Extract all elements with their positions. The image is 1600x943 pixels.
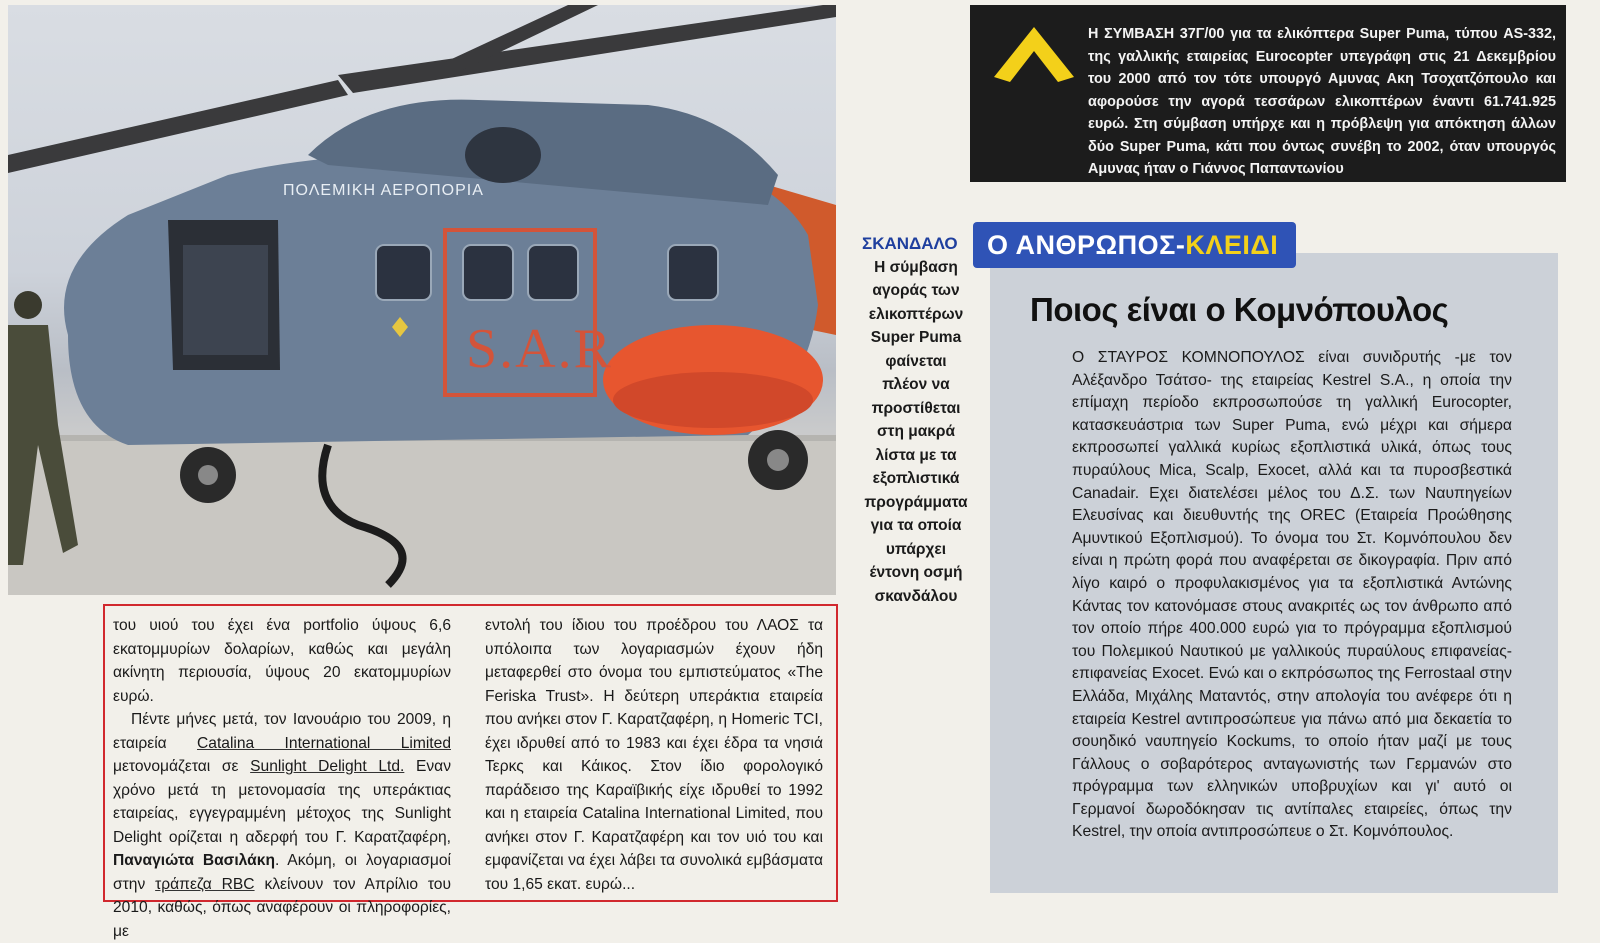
key-person-tag — [973, 222, 1296, 268]
fuselage-text: ΠΟΛΕΜΙΚΗ ΑΕΡΟΠΟΡΙΑ — [283, 182, 484, 199]
article-paragraph — [113, 708, 451, 943]
text-span: Εναν χρόνο μετά τη μετονομασία της υπεράκτιας εταιρείας, εγγεγραμμένη μέτοχος της Sunlight Delight ορίζεται η αδερφή του Γ. Καρατζαφέρη, — [113, 758, 451, 846]
scandal-line: Super Puma — [870, 329, 962, 346]
contract-info-text: Η ΣΥΜΒΑΣΗ 37Γ/00 για τα ελικόπτερα Super Puma, τύπου AS-332, της γαλλικής εταιρείας Eurocopter υπεγράφη στις 21 Δεκεμβρίου του 2000 από τον τότε υπουργό Αμυνας Ακη Τσοχατζόπουλο και αφορούσε την αγορά τεσσάρων ελικοπτέρων έναντι 61.741.925 ευρώ. Στη σύμβαση υπήρχε και η πρόβλεψη για απόκτηση άλλων δύο Super Puma, κάτι που όντως συνέβη το 2002, όταν υπουργός Αμυνας ήταν ο Γιάννος Παπαντωνίου — [1088, 26, 1556, 177]
text-span: Πέντε μήνες μετά, τον Ιανουάριο του 2009, η εταιρεία — [113, 711, 451, 752]
scandal-line: έντονη οσμή — [869, 564, 963, 581]
article-excerpt-box — [103, 604, 838, 940]
tag-text-yellow: ΚΛΕΙΔΙ — [1185, 229, 1279, 260]
sar-door-text: S.A.R — [466, 318, 613, 380]
scandal-line: για τα οποία — [870, 517, 962, 534]
contract-info-box — [970, 5, 1566, 182]
article-paragraph: του υιού του έχει ένα portfolio ύψους 6,6 εκατομμυρίων δολαρίων, καθώς και μεγάλη ακίνητη περιουσία, ύψους 20 εκατομμυρίων ευρώ. — [113, 617, 451, 705]
tag-text-white: Ο ΑΝΘΡΩΠΟΣ- — [987, 229, 1186, 260]
text-span: μετονομάζεται σε — [113, 758, 251, 775]
person-name-bold: Παναγιώτα Βασιλάκη — [113, 852, 275, 869]
scandal-line: Η σύμβαση — [874, 258, 958, 276]
key-person-panel — [990, 253, 1558, 893]
text-span: κλείνουν τον Απρίλιο του 2010, καθώς, όπως αναφέρουν οι πληροφορίες, με — [113, 875, 452, 940]
scandal-line: σκανδάλου — [874, 587, 958, 605]
helicopter-photo — [8, 5, 836, 595]
scandal-line: εξοπλιστικά — [872, 470, 960, 487]
bank-name-underlined: τράπεζα RBC — [155, 875, 255, 893]
key-person-title: Ποιος είναι ο Κομνόπουλος — [1030, 291, 1449, 328]
company-name-underlined: Sunlight Delight Ltd. — [250, 758, 405, 775]
article-paragraph: εντολή του ίδιου του προέδρου του ΛΑΟΣ τα υπόλοιπα των λογαριασμών έχουν ήδη μεταφερθεί στο όνομα του εμπιστεύματος «The Feriska Trust». Η δεύτερη υπεράκτια εταιρεία που ανήκει στον Γ. Καρατζαφέρη, η Homeric TCI, έχει ιδρυθεί από το 1983 και έχει έδρα τα νησιά Τερκς και Κάικος. Στον ίδιο φορολογικό παράδεισο της Καραϊβικής είχε ιδρυθεί το 1992 και η εταιρεία Catalina International Limited, που ανήκει στον Γ. Καρατζαφέρη και τον υιό του και εμφανίζεται να έχει λάβει τα συνολικά εμβάσματα του 1,65 εκατ. ευρώ... — [485, 617, 823, 893]
helicopter-illustration — [8, 5, 836, 595]
scandal-line: προστίθεται — [871, 399, 961, 417]
scandal-line: πλέον να — [882, 376, 950, 393]
chevron-up-icon — [994, 27, 1074, 82]
scandal-line: φαίνεται — [885, 352, 947, 370]
scandal-sidebar — [856, 232, 976, 608]
company-name-underlined: Catalina International Limited — [197, 734, 451, 752]
scandal-line: ελικοπτέρων — [868, 305, 964, 323]
scandal-line: προγράμματα — [864, 493, 968, 511]
scandal-line: λίστα με τα — [875, 446, 957, 464]
scandal-line: στη μακρά — [876, 423, 956, 440]
text-span: . Ακόμη, οι λογαριασμοί στην — [113, 852, 451, 893]
scandal-line: υπάρχει — [885, 540, 947, 558]
article-column-1 — [113, 614, 451, 943]
scandal-heading: ΣΚΑΝΔΑΛΟ — [862, 234, 958, 253]
article-column-2 — [485, 614, 823, 896]
scandal-line: αγοράς των — [872, 282, 960, 299]
key-person-body: Ο ΣΤΑΥΡΟΣ ΚΟΜΝΟΠΟΥΛΟΣ είναι συνιδρυτής -με τον Αλέξανδρο Τσάτσο- της εταιρείας Kestrel S.A., η οποία την επίμαχη περίοδο εκπροσωπούσε τη γαλλική Eurocopter, κατασκευάστρια των Super Puma, ενώ μέχρι και σήμερα εκπροσωπεί γαλλικά κυρίως εξοπλιστικά υλικά, όπως τους πυραύλους Mica, Scalp, Exocet, αλλά και τα πυροσβεστικά Canadair. Εχει διατελέσει μέλος του Δ.Σ. των Ναυπηγείων Ελευσίνας και διευθυντής της OREC (Εταιρεία Προώθησης Αμυντικού Εξοπλισμού). Το όνομα του Στ. Κομνόπουλου δεν είναι η πρώτη φορά που αναφέρεται σε δικογραφία. Πριν από λίγο καιρό ο προφυλακισμένος για τα εξοπλιστικά Αντώνης Κάντας τον κατονόμασε στους ανακριτές ως τον άνθρωπο από τον οποίο πήρε 400.000 ευρώ για το πρόγραμμα εξοπλισμού του Πολεμικού Ναυτικού με γαλλικούς πυραύλους επιφανείας-επιφανείας Exocet. Ενώ και ο εκπρόσωπος της Ferrostaal στην Ελλάδα, Μιχάλης Ματαντός, στην απολογία του ανέφερε ότι η εταιρεία Kestrel αντιπροσώπευε για πάνω από μια δεκαετία το σουηδικό ναυπηγείο Kockums, το οποίο ήταν μαζί με τους Γάλλους ο σοβαρότερος ανταγωνιστής των Γερμανών στο πρόγραμμα των ελληνικών υποβρυχίων και γι' αυτό οι Γερμανοί δωροδόκησαν τις αντίπαλες εταιρείες, όπως την Kestrel, την οποία αντιπροσώπευε ο Στ. Κομνόπουλος. — [1072, 349, 1512, 841]
